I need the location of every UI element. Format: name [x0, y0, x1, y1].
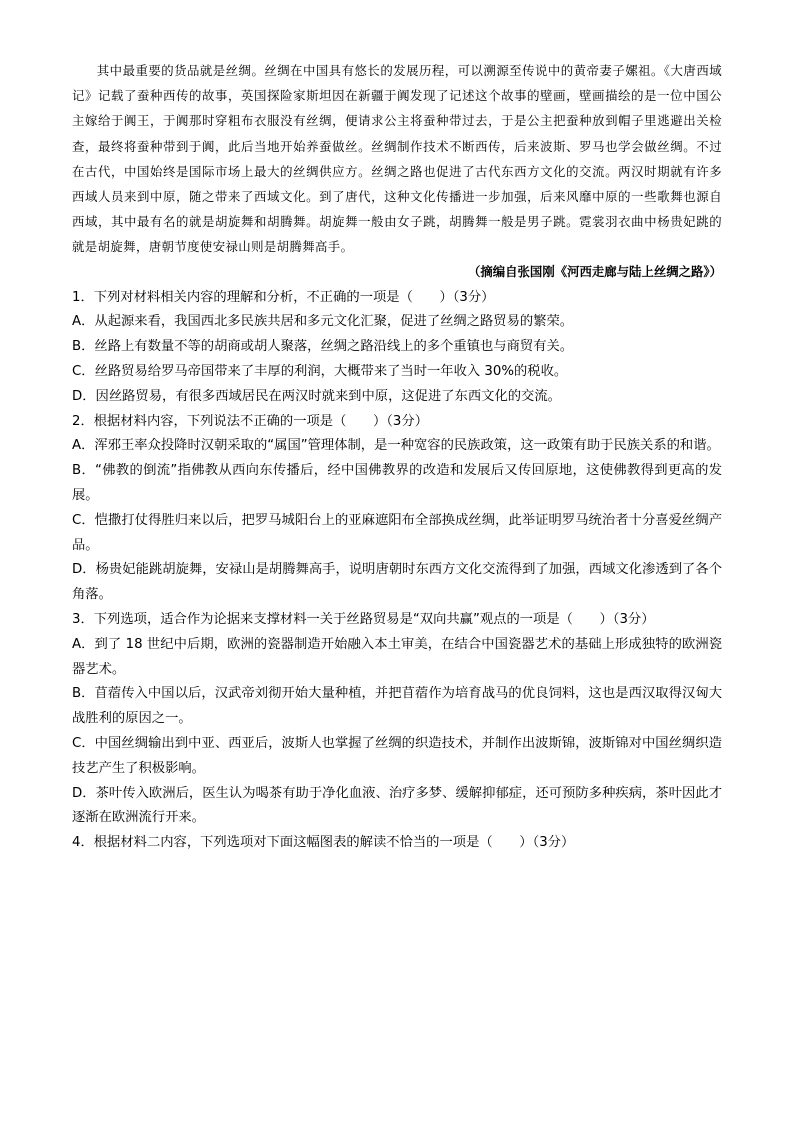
reading-passage: 其中最重要的货品就是丝绸。丝绸在中国具有悠长的发展历程，可以溯源至传说中的黄帝妻子嫘祖。《大唐西域记》记载了蚕种西传的故事，英国探险家斯坦因在新疆于阗发现了记述这个故事的壁画，壁画描绘的是一位中国公主嫁给于阗王，于阗那时穿粗布衣服没有丝绸，便请求公主将蚕种带过去，于是公主把蚕种放到帽子里逃避出关检查，最终将蚕种带到于阗，此后当地开始养蚕做丝。丝绸制作技术不断西传，后来波斯、罗马也学会做丝绸。不过在古代，中国始终是国际市场上最大的丝绸供应方。丝绸之路也促进了古代东西方文化的交流。两汉时期就有许多西域人员来到中原，随之带来了西域文化。到了唐代，这种文化传播进一步加强，后来风靡中原的一些歌舞也源自西域，其中最有名的就是胡旋舞和胡腾舞。胡旋舞一般由女子跳，胡腾舞一般是男子跳。霓裳羽衣曲中杨贵妃跳的就是胡旋舞，唐朝节度使安禄山则是胡腾舞高手。: [72, 63, 722, 255]
question-stem: 3．下列选项，适合作为论据来支撑材料一关于丝路贸易是“双向共赢”观点的一项是（ ）（3分）: [72, 611, 655, 627]
option-c: C．丝路贸易给罗马帝国带来了丰厚的利润，大概带来了当时一年收入 30%的税收。: [72, 364, 568, 380]
option-a: A．到了 18 世纪中后期，欧洲的瓷器制造开始融入本土审美，在结合中国瓷器艺术的基础上形成独特的欧洲瓷器艺术。: [72, 636, 722, 677]
passage-source: （摘编自张国刚《河西走廊与陆上丝绸之路》）: [467, 263, 722, 279]
option-c: C．恺撒打仗得胜归来以后，把罗马城阳台上的亚麻遮阳布全部换成丝绸，此举证明罗马统治者十分喜爱丝绸产品。: [72, 512, 722, 553]
question-1: [72, 286, 722, 410]
option-c: C．中国丝绸输出到中亚、西亚后，波斯人也掌握了丝绸的织造技术，并制作出波斯锦，波斯锦对中国丝绸织造技艺产生了积极影响。: [72, 735, 722, 776]
question-4: [72, 831, 722, 856]
option-b: B．苜蓿传入中国以后，汉武帝刘彻开始大量种植，并把苜蓿作为培育战马的优良饲料，这也是西汉取得汉匈大战胜利的原因之一。: [72, 686, 722, 727]
question-3: [72, 608, 722, 831]
option-a: A．浑邪王率众投降时汉朝采取的“属国”管理体制，是一种宽容的民族政策，这一政策有助于民族关系的和谐。: [72, 438, 720, 454]
option-b: B．丝路上有数量不等的胡商或胡人聚落，丝绸之路沿线上的多个重镇也与商贸有关。: [72, 339, 574, 355]
question-list: [72, 286, 722, 856]
option-d: D．因丝路贸易，有很多西域居民在两汉时就来到中原，这促进了东西文化的交流。: [72, 388, 561, 404]
option-d: D．茶叶传入欧洲后，医生认为喝茶有助于净化血液、治疗多梦、缓解抑郁症，还可预防多种疾病，茶叶因此才逐渐在欧洲流行开来。: [72, 785, 722, 826]
question-stem: 4．根据材料二内容，下列选项对下面这幅图表的解读不恰当的一项是（ ）（3分）: [72, 835, 575, 851]
option-b: B．“佛教的倒流”指佛教从西向东传播后，经中国佛教界的改造和发展后又传回原地，这使佛教得到更高的发展。: [72, 463, 722, 503]
question-stem: 2．根据材料内容，下列说法不正确的一项是（ ）（3分）: [72, 413, 428, 429]
question-2: [72, 410, 722, 608]
question-stem: 1．下列对材料相关内容的理解和分析，不正确的一项是（ ）（3分）: [72, 289, 495, 305]
option-a: A．从起源来看，我国西北多民族共居和多元文化汇聚，促进了丝绸之路贸易的繁荣。: [72, 314, 574, 330]
option-d: D．杨贵妃能跳胡旋舞，安禄山是胡腾舞高手，说明唐朝时东西方文化交流得到了加强，西域文化渗透到了各个角落。: [72, 562, 722, 603]
